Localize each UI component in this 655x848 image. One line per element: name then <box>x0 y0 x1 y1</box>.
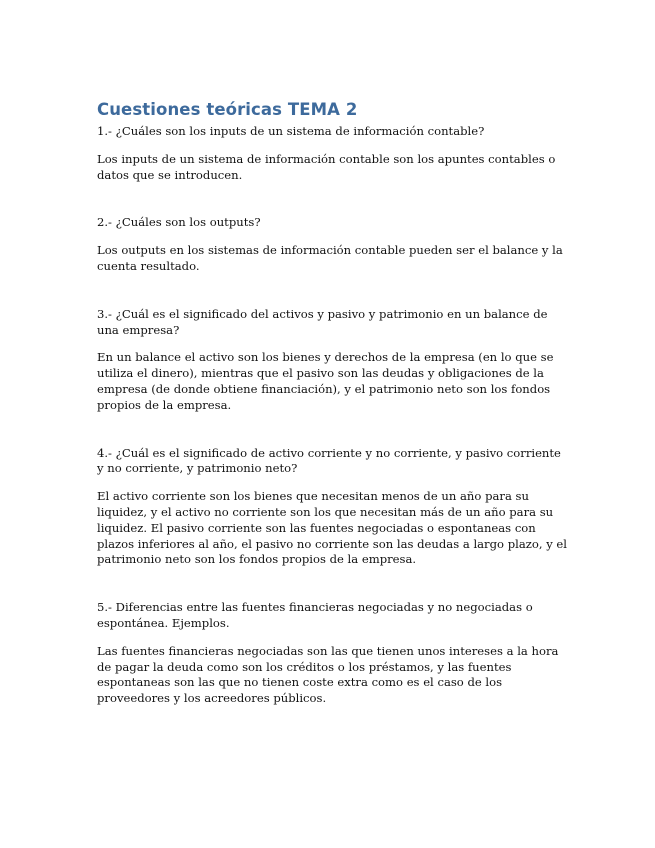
document-page <box>97 98 567 707</box>
qa-item-4 <box>97 446 567 569</box>
question-3: 3.- ¿Cuál es el significado del activos y pasivo y patrimonio en un balance de una empresa? <box>97 306 548 337</box>
spacer <box>97 568 567 600</box>
answer-3: En un balance el activo son los bienes y derechos de la empresa (en lo que se utiliza el dinero), mientras que el pasivo son las deudas y obligaciones de la empresa (de donde obtiene financiación), y el patrimonio neto son los fondos propios de la empresa. <box>97 350 554 412</box>
question-4: 4.- ¿Cuál es el significado de activo corriente y no corriente, y pasivo corriente y no corriente, y patrimonio neto? <box>97 445 561 476</box>
document-title: Cuestiones teóricas TEMA 2 <box>97 100 358 119</box>
spacer <box>97 183 567 215</box>
spacer <box>97 275 567 307</box>
qa-item-5 <box>97 600 567 707</box>
answer-4: El activo corriente son los bienes que necesitan menos de un año para su liquidez, y el activo no corriente son los que necesitan más de un año para su liquidez. El pasivo corriente son las fuentes negociadas o espontaneas con plazos inferiores al año, el pasivo no corriente son las deudas a largo plazo, y el patrimonio neto son los fondos propios de la empresa. <box>97 489 567 567</box>
answer-5: Las fuentes financieras negociadas son las que tienen unos intereses a la hora de pagar la deuda como son los créditos o los préstamos, y las fuentes espontaneas son las que no tienen coste extra como es el caso de los proveedores y los acreedores públicos. <box>97 643 559 706</box>
answer-2: Los outputs en los sistemas de información contable pueden ser el balance y la cuenta resultado. <box>97 243 563 273</box>
answer-1: Los inputs de un sistema de información contable son los apuntes contables o datos que se introducen. <box>97 151 556 182</box>
qa-item-1 <box>97 124 567 183</box>
spacer <box>97 414 567 446</box>
question-1: 1.- ¿Cuáles son los inputs de un sistema de información contable? <box>97 124 485 138</box>
question-5: 5.- Diferencias entre las fuentes financieras negociadas y no negociadas o espontánea. Ejemplos. <box>97 600 533 630</box>
qa-item-3 <box>97 307 567 414</box>
qa-item-2 <box>97 215 567 274</box>
question-2: 2.- ¿Cuáles son los outputs? <box>97 215 261 230</box>
